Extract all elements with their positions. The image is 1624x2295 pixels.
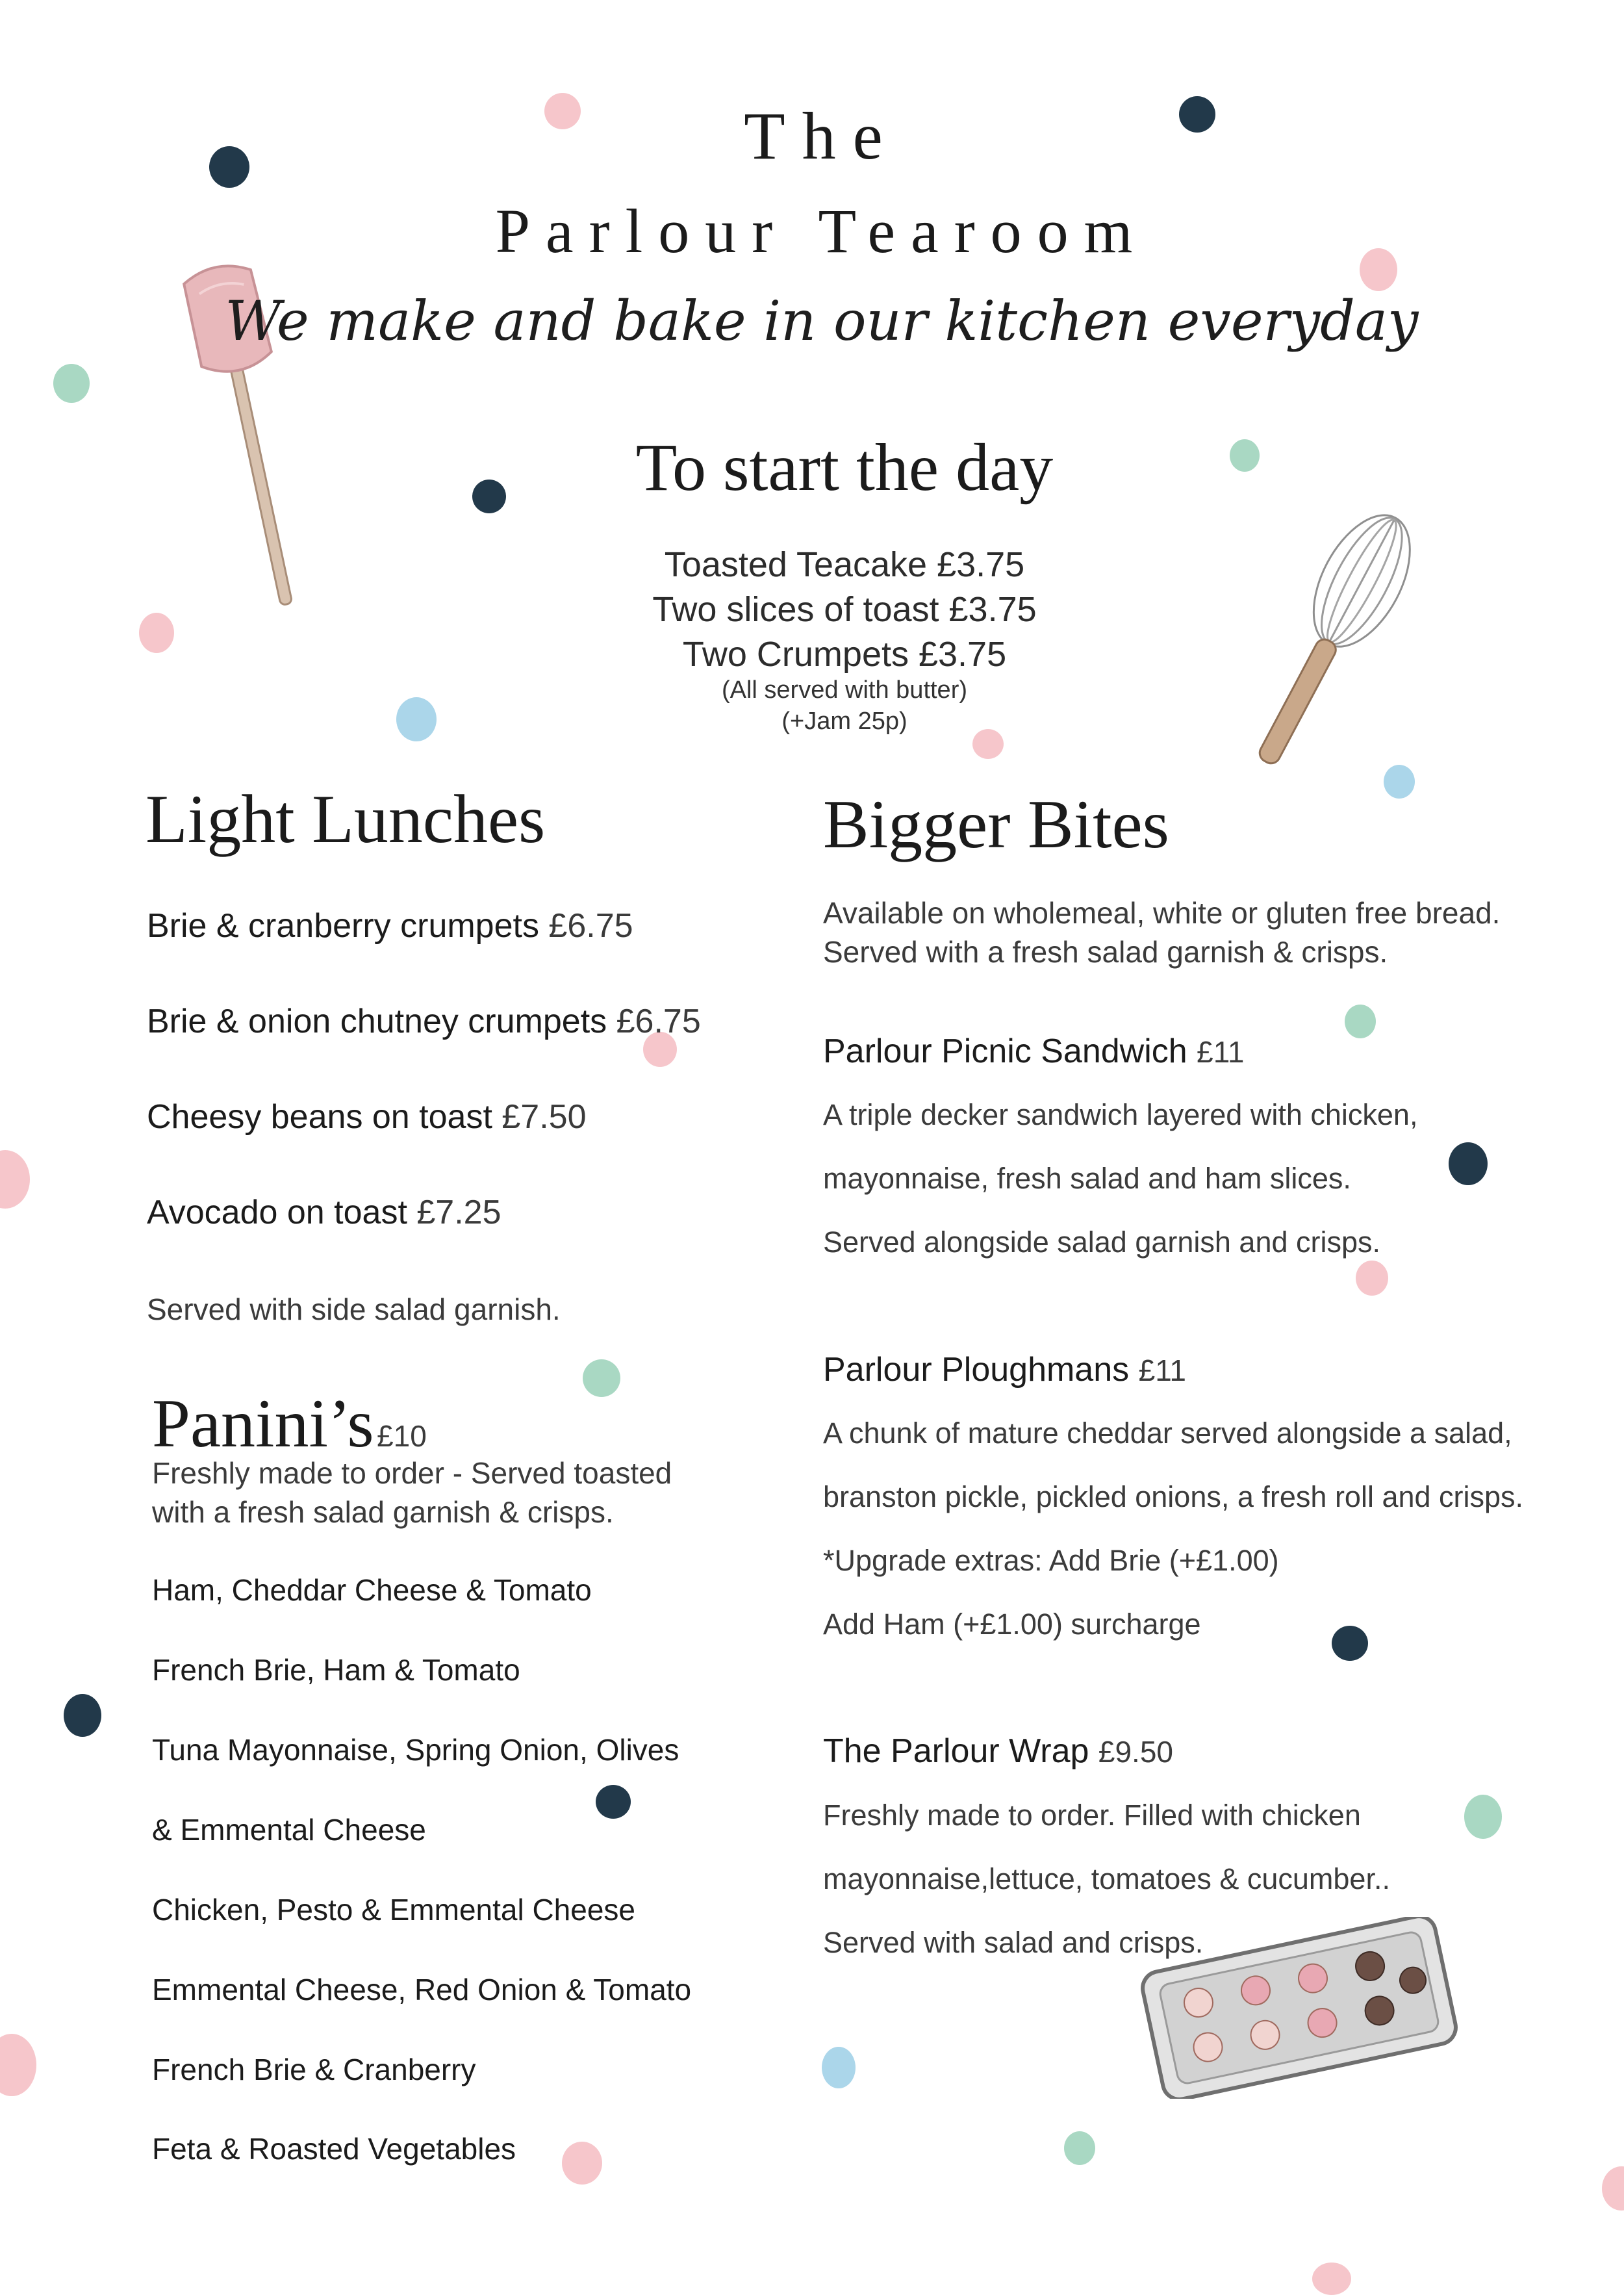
decorative-dot	[1312, 2263, 1351, 2295]
start-item: Two slices of toast £3.75	[652, 590, 1037, 629]
bigger-bites-intro: Available on wholemeal, white or gluten free bread.	[823, 896, 1501, 930]
panini-item: & Emmental Cheese	[152, 1813, 426, 1847]
decorative-dot	[1345, 1005, 1376, 1038]
bigger-bite-description: mayonnaise, fresh salad and ham slices.	[823, 1162, 1351, 1195]
bigger-bite-description: branston pickle, pickled onions, a fresh roll and crisps.	[823, 1480, 1524, 1513]
decorative-dot	[562, 2142, 602, 2185]
panini-item: Tuna Mayonnaise, Spring Onion, Olives	[152, 1733, 679, 1767]
item-name: Cheesy beans on toast	[147, 1098, 492, 1136]
decorative-dot	[1464, 1795, 1502, 1839]
paninis-price: £10	[377, 1419, 427, 1453]
paninis-description: with a fresh salad garnish & crisps.	[152, 1495, 614, 1529]
decorative-dot	[596, 1785, 631, 1819]
decorative-dot	[1064, 2131, 1095, 2165]
bigger-bite-title	[823, 1032, 1245, 1071]
decorative-dot	[1602, 2166, 1624, 2211]
paninis-description: Freshly made to order - Served toasted	[152, 1456, 672, 1490]
bigger-bite-description: mayonnaise,lettuce, tomatoes & cucumber..	[823, 1862, 1390, 1895]
panini-item: Feta & Roasted Vegetables	[152, 2132, 516, 2166]
item-price: £7.25	[416, 1194, 501, 1231]
paninis-heading: Panini’s	[152, 1385, 374, 1461]
light-lunch-item	[147, 906, 633, 945]
title-line-2: Parlour Tearoom	[495, 196, 1148, 266]
tagline: We make and bake in our kitchen everyday	[225, 289, 1419, 353]
start-item: Toasted Teacake £3.75	[664, 545, 1025, 584]
decorative-dot	[0, 1150, 30, 1209]
bigger-bite-title	[823, 1732, 1173, 1771]
panini-item: Emmental Cheese, Red Onion & Tomato	[152, 1973, 692, 2007]
bigger-bite-description: Add Ham (+£1.00) surcharge	[823, 1608, 1201, 1641]
item-name: The Parlour Wrap	[823, 1732, 1089, 1770]
decorative-dot	[1356, 1261, 1388, 1296]
bigger-bite-description: *Upgrade extras: Add Brie (+£1.00)	[823, 1544, 1279, 1577]
decorative-dot	[583, 1359, 620, 1397]
bigger-bite-description: Served alongside salad garnish and crisps.	[823, 1225, 1381, 1259]
item-name: Avocado on toast	[147, 1194, 407, 1231]
bigger-bite-description: Freshly made to order. Filled with chicken	[823, 1799, 1361, 1832]
panini-item: French Brie, Ham & Tomato	[152, 1653, 520, 1687]
bigger-bite-description: Served with salad and crisps.	[823, 1926, 1204, 1959]
item-price: £9.50	[1098, 1735, 1174, 1769]
item-name: Parlour Ploughmans	[823, 1351, 1130, 1389]
bigger-bite-description: A triple decker sandwich layered with chicken,	[823, 1098, 1418, 1131]
paninis-heading-row	[152, 1384, 427, 1463]
item-name: Parlour Picnic Sandwich	[823, 1032, 1187, 1070]
light-lunches-heading: Light Lunches	[146, 781, 546, 857]
bigger-bites-heading: Bigger Bites	[823, 786, 1169, 862]
item-price: £6.75	[548, 907, 633, 945]
light-lunches-note: Served with side salad garnish.	[147, 1292, 561, 1326]
panini-item: French Brie & Cranberry	[152, 2053, 476, 2086]
decorative-dot	[0, 2034, 36, 2096]
decorative-dot	[53, 364, 90, 403]
start-item: Two Crumpets £3.75	[682, 635, 1007, 674]
bigger-bites-intro: Served with a fresh salad garnish & crisps.	[823, 935, 1388, 969]
bigger-bite-title	[823, 1350, 1186, 1389]
start-note: (All served with butter)	[721, 676, 967, 704]
light-lunch-item	[147, 1193, 501, 1232]
item-price: £7.50	[501, 1098, 587, 1136]
bigger-bite-description: A chunk of mature cheddar served alongside a salad,	[823, 1417, 1512, 1450]
decorative-dot	[1332, 1626, 1368, 1661]
decorative-dot	[822, 2047, 856, 2088]
title-line-1: The	[744, 99, 900, 173]
item-price: £11	[1138, 1353, 1186, 1387]
decorative-dot	[64, 1694, 101, 1737]
start-note: (+Jam 25p)	[781, 708, 907, 735]
panini-item: Ham, Cheddar Cheese & Tomato	[152, 1573, 592, 1607]
start-the-day-heading: To start the day	[635, 430, 1054, 505]
item-price: £6.75	[616, 1003, 701, 1040]
decorative-dot	[1449, 1142, 1488, 1185]
item-name: Brie & cranberry crumpets	[147, 907, 539, 945]
item-name: Brie & onion chutney crumpets	[147, 1003, 607, 1040]
panini-item: Chicken, Pesto & Emmental Cheese	[152, 1893, 636, 1927]
light-lunch-item	[147, 1097, 587, 1136]
light-lunch-item	[147, 1002, 701, 1041]
item-price: £11	[1197, 1035, 1245, 1069]
